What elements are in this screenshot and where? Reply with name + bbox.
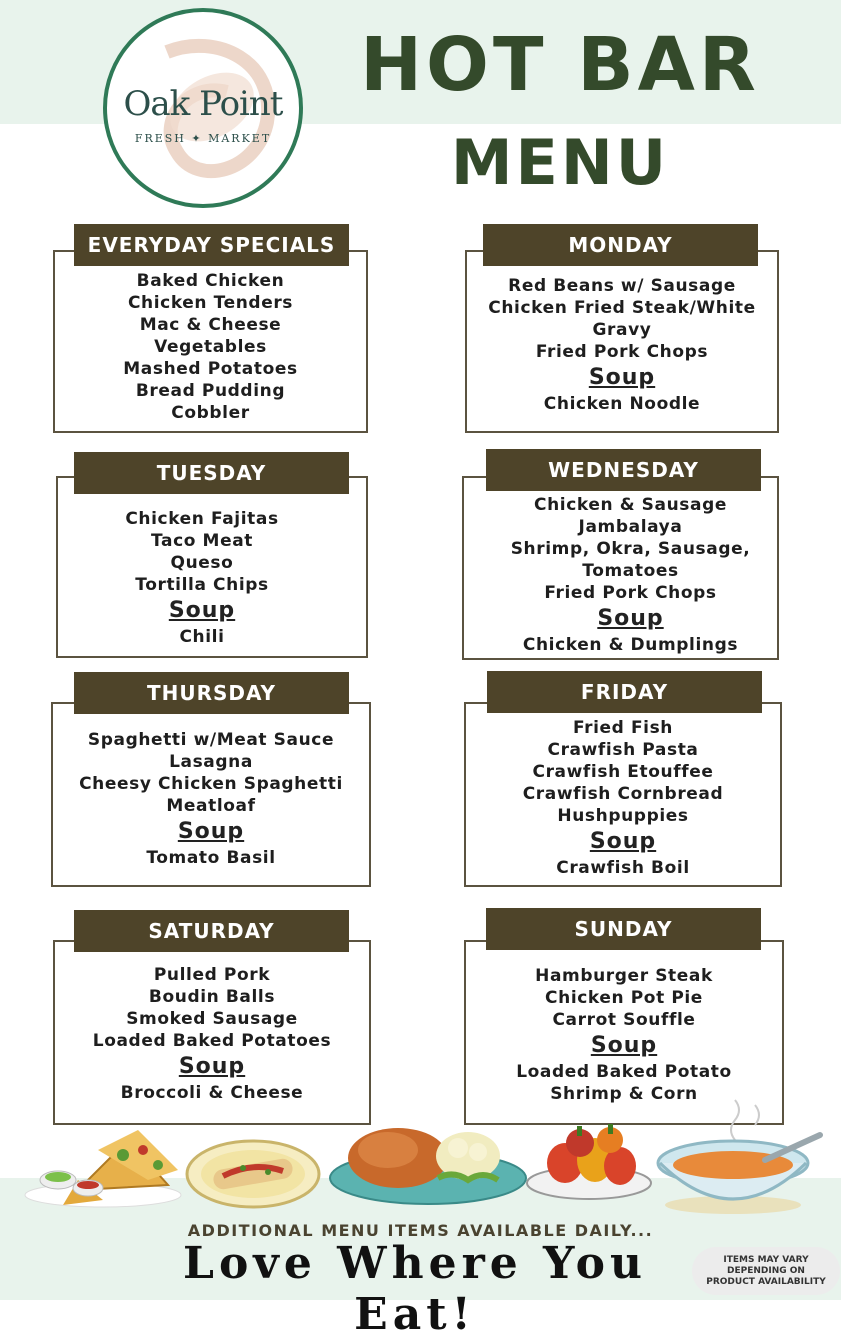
list-item: Loaded Baked Potatoes xyxy=(92,1031,332,1051)
badge-line: DEPENDING ON xyxy=(727,1266,805,1276)
soup-label: Soup xyxy=(178,1054,246,1079)
wednesday-header: WEDNESDAY xyxy=(486,449,761,491)
saturday-items xyxy=(53,964,371,1104)
list-item: Chicken Fried Steak/White xyxy=(488,298,756,318)
soup-item: Chicken & Dumplings xyxy=(522,635,739,655)
soup-item: Chili xyxy=(179,627,225,647)
list-item: Bread Pudding xyxy=(135,381,286,401)
list-item: Chicken Tenders xyxy=(127,293,294,313)
tacos-illustration xyxy=(18,1120,183,1210)
soup-item: Broccoli & Cheese xyxy=(120,1083,304,1103)
list-item: Crawfish Etouffee xyxy=(532,762,714,782)
saturday-header: SATURDAY xyxy=(74,910,349,952)
list-item: Cheesy Chicken Spaghetti xyxy=(79,774,343,794)
badge-line: PRODUCT AVAILABILITY xyxy=(706,1277,826,1287)
stuffed-peppers-illustration xyxy=(525,1108,653,1203)
list-item: Tortilla Chips xyxy=(135,575,269,595)
list-item: Mac & Cheese xyxy=(139,315,282,335)
title-line-1: HOT BAR xyxy=(360,22,760,108)
list-item: Shrimp, Okra, Sausage, xyxy=(510,539,751,559)
enchiladas-illustration xyxy=(183,1136,323,1211)
list-item: Carrot Souffle xyxy=(552,1010,696,1030)
list-item: Jambalaya xyxy=(578,517,683,537)
list-item: Fried Fish xyxy=(572,718,673,738)
friday-header: FRIDAY xyxy=(487,671,762,713)
soup-label: Soup xyxy=(177,819,245,844)
list-item: Fried Pork Chops xyxy=(535,342,709,362)
soup-item: Chicken Noodle xyxy=(543,394,701,414)
list-item: Taco Meat xyxy=(151,531,253,551)
list-item: Mashed Potatoes xyxy=(123,359,298,379)
soup-item: Crawfish Boil xyxy=(556,858,690,878)
thursday-items xyxy=(51,729,371,869)
list-item: Hushpuppies xyxy=(557,806,689,826)
oak-point-logo xyxy=(103,8,303,208)
friday-items xyxy=(464,717,782,879)
soup-label: Soup xyxy=(597,606,664,631)
everyday-items xyxy=(53,270,368,424)
soup-item: Tomato Basil xyxy=(146,848,276,868)
list-item: Vegetables xyxy=(154,337,267,357)
soup-label: Soup xyxy=(168,598,236,623)
footer-tagline: ADDITIONAL MENU ITEMS AVAILABLE DAILY... xyxy=(187,1221,654,1240)
soup-item: Loaded Baked Potato xyxy=(516,1062,732,1082)
logo-subtitle: FRESH ✦ MARKET xyxy=(134,132,272,145)
list-item: Chicken Pot Pie xyxy=(545,988,703,1008)
logo-name: Oak Point xyxy=(123,84,283,124)
list-item: Chicken & Sausage xyxy=(534,495,727,515)
roast-chicken-illustration xyxy=(328,1108,528,1208)
list-item: Queso xyxy=(170,553,234,573)
list-item: Gravy xyxy=(592,320,652,340)
title-line-2: MENU xyxy=(450,126,670,199)
sunday-items xyxy=(464,965,784,1105)
list-item: Tomatoes xyxy=(582,561,679,581)
list-item: Smoked Sausage xyxy=(126,1009,298,1029)
wednesday-items xyxy=(472,494,789,656)
sunday-header: SUNDAY xyxy=(486,908,761,950)
list-item: Meatloaf xyxy=(166,796,256,816)
monday-items xyxy=(465,275,779,415)
list-item: Lasagna xyxy=(169,752,253,772)
monday-header: MONDAY xyxy=(483,224,758,266)
list-item: Chicken Fajitas xyxy=(125,509,279,529)
list-item: Fried Pork Chops xyxy=(544,583,717,603)
availability-badge xyxy=(692,1247,840,1295)
list-item: Shrimp & Corn xyxy=(550,1084,698,1104)
thursday-header: THURSDAY xyxy=(74,672,349,714)
badge-line: ITEMS MAY VARY xyxy=(723,1255,809,1265)
tuesday-header: TUESDAY xyxy=(74,452,349,494)
list-item: Boudin Balls xyxy=(148,987,276,1007)
soup-bowl-illustration xyxy=(655,1095,827,1215)
soup-label: Soup xyxy=(590,1033,658,1058)
soup-label: Soup xyxy=(589,829,657,854)
list-item: Pulled Pork xyxy=(153,965,271,985)
love-where-you-eat: Love Where You Eat! xyxy=(183,1238,647,1340)
list-item: Hamburger Steak xyxy=(535,966,713,986)
list-item: Crawfish Pasta xyxy=(547,740,699,760)
soup-label: Soup xyxy=(588,365,656,390)
list-item: Spaghetti w/Meat Sauce xyxy=(87,730,335,750)
list-item: Cobbler xyxy=(171,403,250,423)
tuesday-items xyxy=(46,508,358,648)
everyday-header: EVERYDAY SPECIALS xyxy=(74,224,349,266)
list-item: Crawfish Cornbread xyxy=(522,784,724,804)
list-item: Red Beans w/ Sausage xyxy=(508,276,736,296)
list-item: Baked Chicken xyxy=(136,271,285,291)
